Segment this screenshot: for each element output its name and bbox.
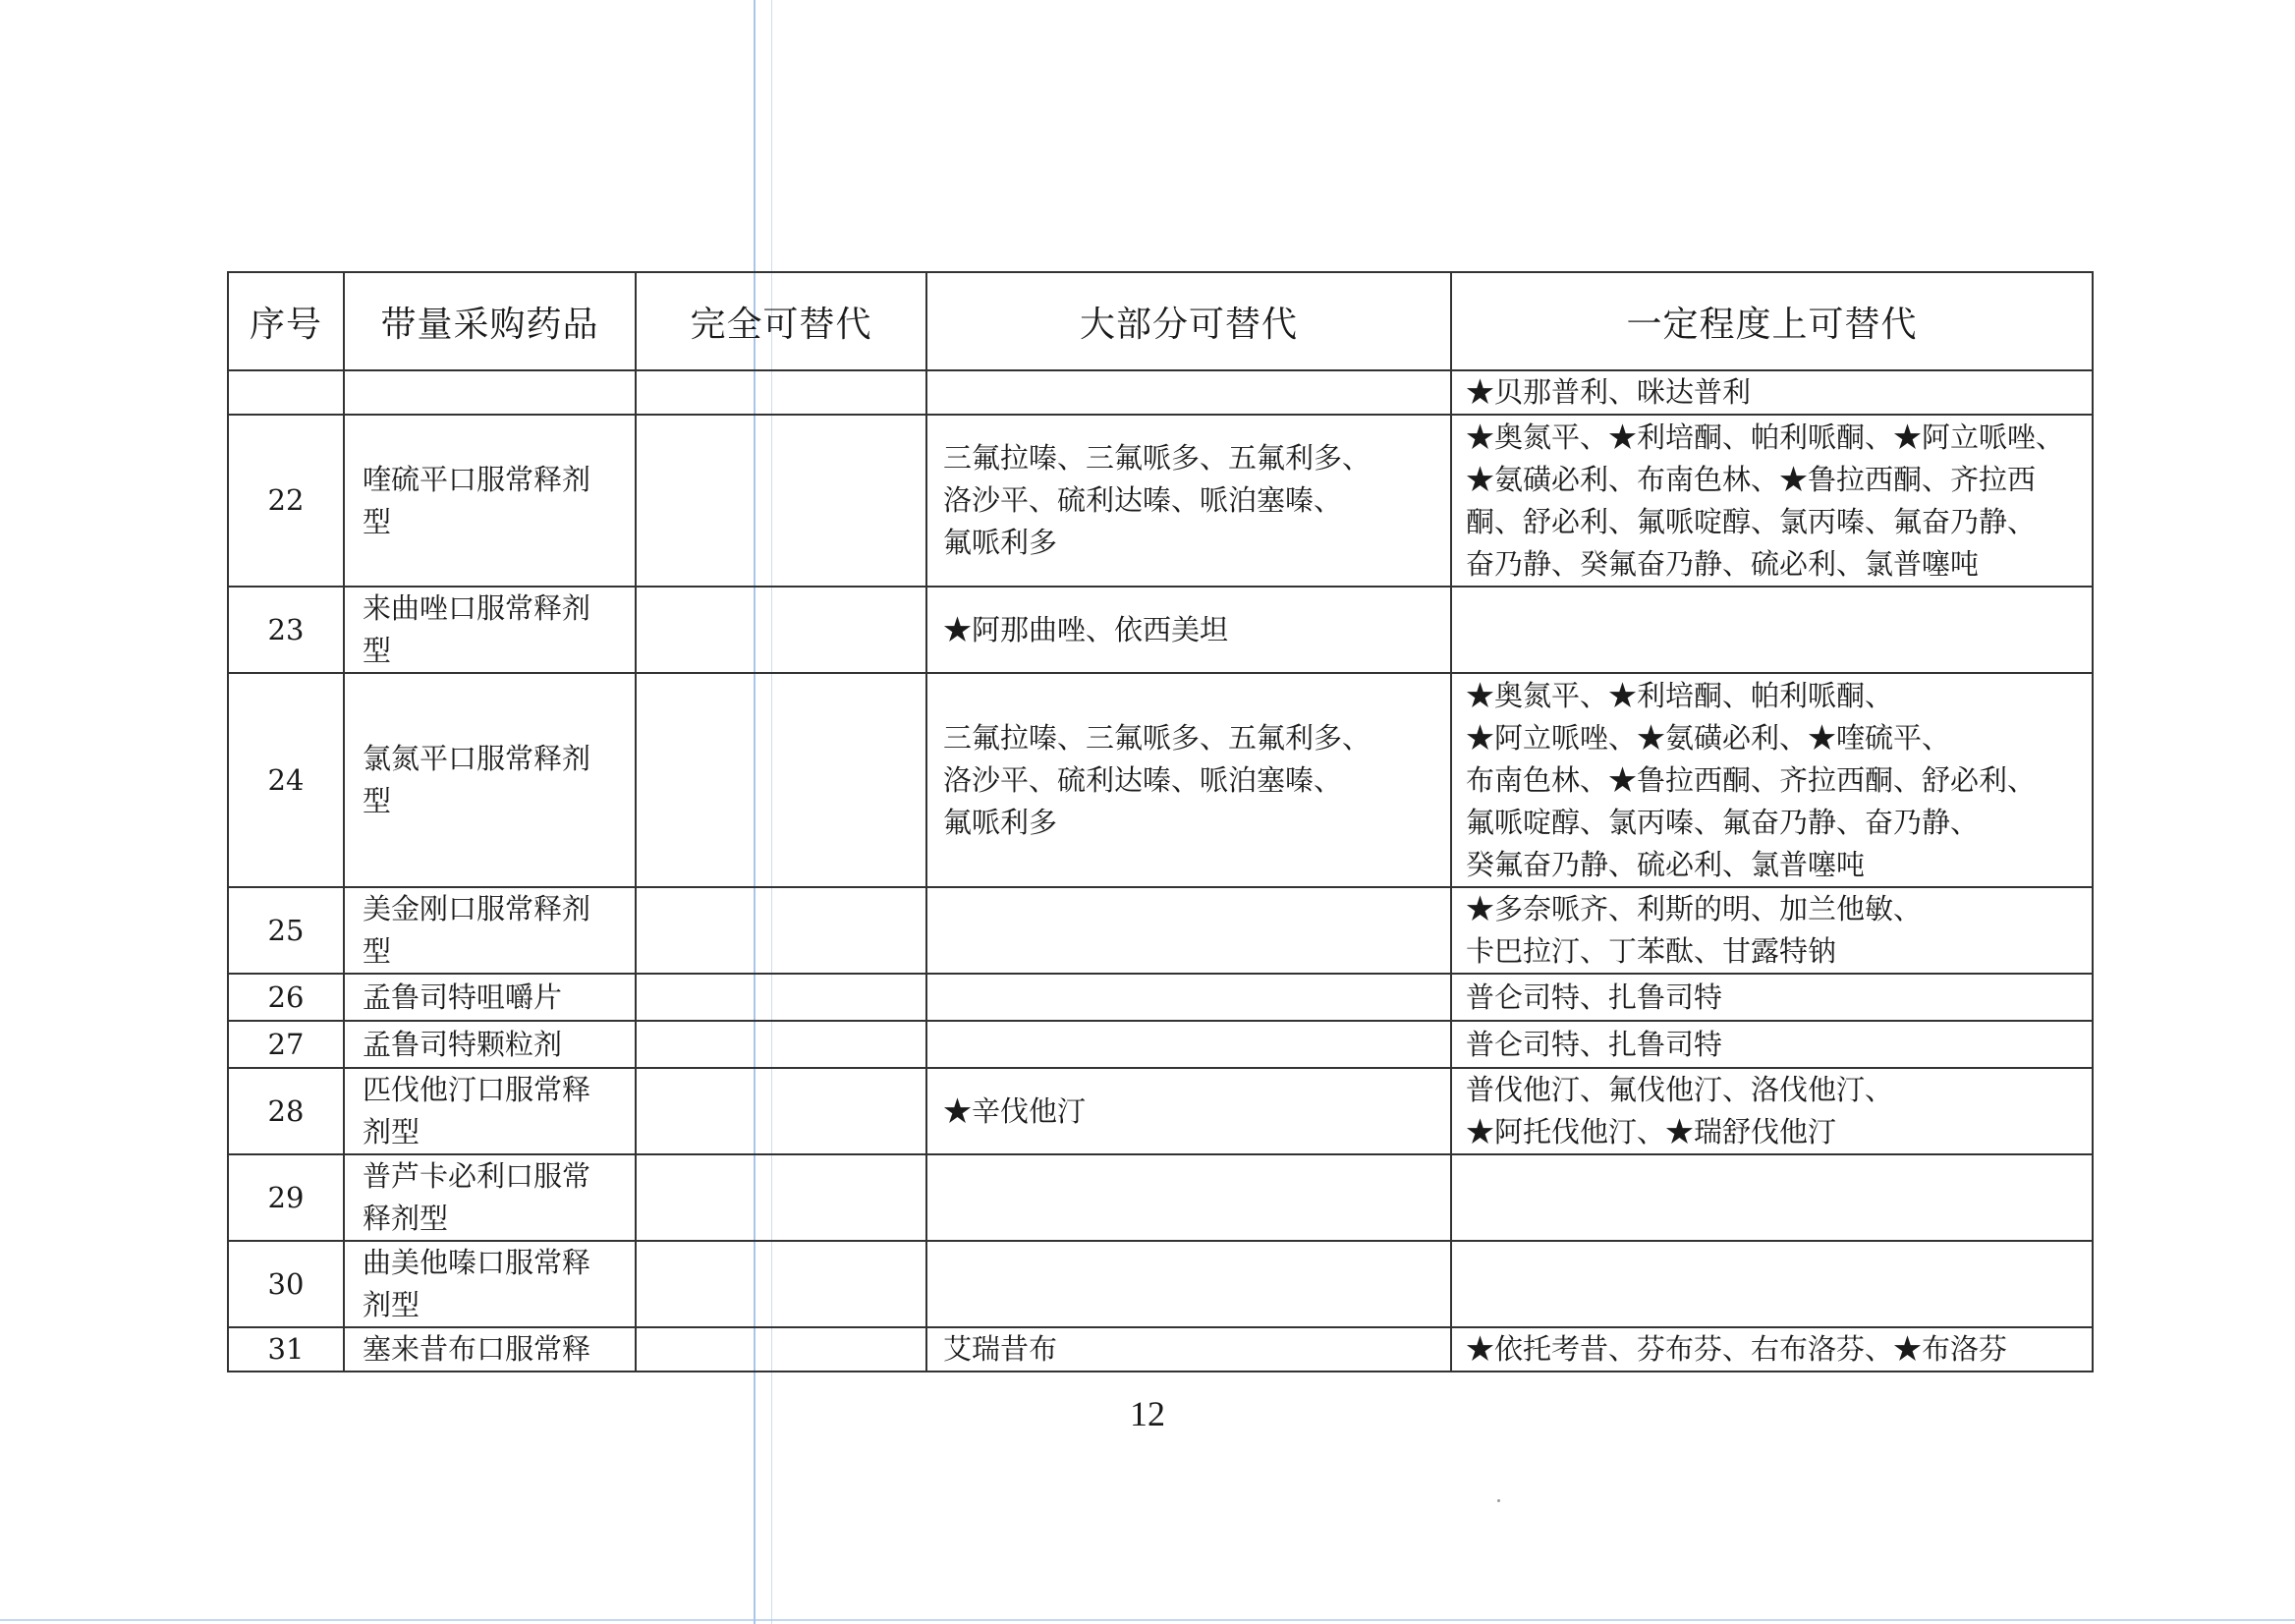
cell-mostly-substitutable bbox=[926, 370, 1451, 415]
cell-serial-no: 30 bbox=[228, 1241, 344, 1327]
scan-speck bbox=[1497, 1499, 1500, 1502]
table-row bbox=[228, 1068, 2093, 1154]
cell-text-line: 氟哌啶醇、氯丙嗪、氟奋乃静、奋乃静、 bbox=[1466, 805, 1980, 839]
cell-text-line: 氟哌利多 bbox=[943, 526, 1058, 559]
cell-serial-no: 22 bbox=[228, 415, 344, 587]
cell-text-line: ★氨磺必利、布南色林、★鲁拉西酮、齐拉西 bbox=[1466, 462, 2037, 496]
table-header-row bbox=[228, 272, 2093, 370]
cell-procured-drug bbox=[344, 974, 636, 1021]
cell-fully-substitutable bbox=[636, 887, 926, 974]
table-row bbox=[228, 415, 2093, 587]
cell-text-line: 酮、舒必利、氟哌啶醇、氯丙嗪、氟奋乃静、 bbox=[1466, 504, 2037, 538]
cell-serial-no: 23 bbox=[228, 587, 344, 673]
table-body bbox=[228, 370, 2093, 1372]
cell-text-line: 型 bbox=[363, 504, 392, 538]
cell-text-line: 布南色林、★鲁拉西酮、齐拉西酮、舒必利、 bbox=[1466, 762, 2037, 797]
cell-text-line: ★辛伐他汀 bbox=[943, 1093, 1087, 1128]
cell-mostly-substitutable bbox=[926, 587, 1451, 673]
cell-text-line: 卡巴拉汀、丁苯酞、甘露特钠 bbox=[1466, 934, 1837, 968]
cell-text-line: 三氟拉嗪、三氟哌多、五氟利多、 bbox=[943, 720, 1371, 755]
cell-procured-drug bbox=[344, 587, 636, 673]
cell-partly-substitutable bbox=[1451, 370, 2093, 415]
cell-serial-no bbox=[228, 370, 344, 415]
cell-fully-substitutable bbox=[636, 1327, 926, 1372]
cell-mostly-substitutable bbox=[926, 1154, 1451, 1241]
cell-text-line: ★奥氮平、★利培酮、帕利哌酮、 bbox=[1466, 678, 1894, 712]
cell-text-line: ★依托考昔、芬布芬、右布洛芬、★布洛芬 bbox=[1466, 1332, 2008, 1366]
cell-partly-substitutable bbox=[1451, 415, 2093, 587]
table-row bbox=[228, 370, 2093, 415]
header-procured-drug: 带量采购药品 bbox=[344, 272, 636, 370]
cell-serial-no: 24 bbox=[228, 673, 344, 887]
cell-text-line: 型 bbox=[363, 934, 392, 968]
cell-text-line: 剂型 bbox=[363, 1115, 420, 1148]
cell-mostly-substitutable bbox=[926, 1241, 1451, 1327]
cell-serial-no: 31 bbox=[228, 1327, 344, 1372]
header-partly-substitutable: 一定程度上可替代 bbox=[1451, 272, 2093, 370]
cell-text-line: 来曲唑口服常释剂 bbox=[363, 591, 591, 625]
page-number: 12 bbox=[1130, 1394, 1165, 1433]
cell-mostly-substitutable bbox=[926, 1327, 1451, 1372]
cell-mostly-substitutable bbox=[926, 1068, 1451, 1154]
cell-partly-substitutable bbox=[1451, 887, 2093, 974]
cell-fully-substitutable bbox=[636, 1154, 926, 1241]
cell-serial-no: 27 bbox=[228, 1021, 344, 1068]
table-row bbox=[228, 673, 2093, 887]
cell-procured-drug bbox=[344, 673, 636, 887]
cell-text-line: 洛沙平、硫利达嗪、哌泊塞嗪、 bbox=[943, 762, 1343, 797]
table-row bbox=[228, 1154, 2093, 1241]
cell-partly-substitutable bbox=[1451, 673, 2093, 887]
cell-text-line: 型 bbox=[363, 634, 392, 667]
cell-fully-substitutable bbox=[636, 1021, 926, 1068]
cell-fully-substitutable bbox=[636, 673, 926, 887]
cell-text-line: 匹伐他汀口服常释 bbox=[363, 1073, 591, 1106]
cell-text-line: 三氟拉嗪、三氟哌多、五氟利多、 bbox=[943, 441, 1371, 475]
header-serial-no: 序号 bbox=[228, 272, 344, 370]
cell-text-line: 美金刚口服常释剂 bbox=[363, 892, 591, 925]
cell-serial-no: 29 bbox=[228, 1154, 344, 1241]
cell-procured-drug bbox=[344, 887, 636, 974]
cell-procured-drug bbox=[344, 1154, 636, 1241]
cell-procured-drug bbox=[344, 1241, 636, 1327]
cell-text-line: 普伐他汀、氟伐他汀、洛伐他汀、 bbox=[1466, 1073, 1894, 1106]
cell-partly-substitutable bbox=[1451, 587, 2093, 673]
cell-fully-substitutable bbox=[636, 587, 926, 673]
cell-text-line: 普仑司特、扎鲁司特 bbox=[1466, 980, 1723, 1014]
cell-text-line: ★多奈哌齐、利斯的明、加兰他敏、 bbox=[1466, 892, 1923, 925]
cell-partly-substitutable bbox=[1451, 1241, 2093, 1327]
cell-serial-no: 28 bbox=[228, 1068, 344, 1154]
cell-mostly-substitutable bbox=[926, 887, 1451, 974]
cell-text-line: 艾瑞昔布 bbox=[943, 1332, 1058, 1366]
cell-text-line: 塞来昔布口服常释 bbox=[363, 1332, 591, 1366]
cell-procured-drug bbox=[344, 1068, 636, 1154]
cell-text-line: 孟鲁司特颗粒剂 bbox=[363, 1027, 563, 1061]
drug-substitution-table bbox=[227, 271, 2094, 1372]
cell-text-line: 喹硫平口服常释剂 bbox=[363, 462, 591, 496]
table-row bbox=[228, 1241, 2093, 1327]
cell-text-line: ★阿立哌唑、★氨磺必利、★喹硫平、 bbox=[1466, 720, 1951, 755]
table-row bbox=[228, 887, 2093, 974]
cell-serial-no: 25 bbox=[228, 887, 344, 974]
table-row bbox=[228, 1327, 2093, 1372]
cell-text-line: 洛沙平、硫利达嗪、哌泊塞嗪、 bbox=[943, 483, 1343, 517]
cell-fully-substitutable bbox=[636, 415, 926, 587]
cell-procured-drug bbox=[344, 370, 636, 415]
table-row bbox=[228, 587, 2093, 673]
header-mostly-substitutable: 大部分可替代 bbox=[926, 272, 1451, 370]
cell-text-line: ★阿托伐他汀、★瑞舒伐他汀 bbox=[1466, 1115, 1837, 1148]
cell-text-line: 普芦卡必利口服常 bbox=[363, 1159, 591, 1193]
header-fully-substitutable: 完全可替代 bbox=[636, 272, 926, 370]
cell-serial-no: 26 bbox=[228, 974, 344, 1021]
cell-partly-substitutable bbox=[1451, 1021, 2093, 1068]
cell-text-line: 奋乃静、癸氟奋乃静、硫必利、氯普噻吨 bbox=[1466, 546, 1980, 581]
cell-partly-substitutable bbox=[1451, 1068, 2093, 1154]
cell-text-line: 剂型 bbox=[363, 1288, 420, 1321]
cell-fully-substitutable bbox=[636, 1068, 926, 1154]
cell-mostly-substitutable bbox=[926, 415, 1451, 587]
cell-partly-substitutable bbox=[1451, 1327, 2093, 1372]
cell-text-line: ★奥氮平、★利培酮、帕利哌酮、★阿立哌唑、 bbox=[1466, 420, 2065, 454]
scan-artifact-line bbox=[0, 1619, 2295, 1621]
cell-text-line: 曲美他嗪口服常释 bbox=[363, 1246, 591, 1279]
cell-text-line: 型 bbox=[363, 784, 392, 817]
cell-text-line: ★贝那普利、咪达普利 bbox=[1466, 375, 1752, 409]
cell-text-line: 普仑司特、扎鲁司特 bbox=[1466, 1027, 1723, 1061]
cell-fully-substitutable bbox=[636, 1241, 926, 1327]
cell-text-line: 孟鲁司特咀嚼片 bbox=[363, 980, 563, 1014]
cell-fully-substitutable bbox=[636, 974, 926, 1021]
cell-text-line: 癸氟奋乃静、硫必利、氯普噻吨 bbox=[1466, 847, 1866, 881]
cell-fully-substitutable bbox=[636, 370, 926, 415]
cell-text-line: ★阿那曲唑、依西美坦 bbox=[943, 612, 1229, 646]
cell-text-line: 氟哌利多 bbox=[943, 805, 1058, 839]
table-row bbox=[228, 1021, 2093, 1068]
cell-procured-drug bbox=[344, 1021, 636, 1068]
cell-mostly-substitutable bbox=[926, 673, 1451, 887]
cell-text-line: 氯氮平口服常释剂 bbox=[363, 742, 591, 775]
cell-partly-substitutable bbox=[1451, 974, 2093, 1021]
cell-text-line: 释剂型 bbox=[363, 1202, 449, 1235]
cell-mostly-substitutable bbox=[926, 1021, 1451, 1068]
cell-procured-drug bbox=[344, 1327, 636, 1372]
cell-procured-drug bbox=[344, 415, 636, 587]
cell-mostly-substitutable bbox=[926, 974, 1451, 1021]
table-row bbox=[228, 974, 2093, 1021]
cell-partly-substitutable bbox=[1451, 1154, 2093, 1241]
